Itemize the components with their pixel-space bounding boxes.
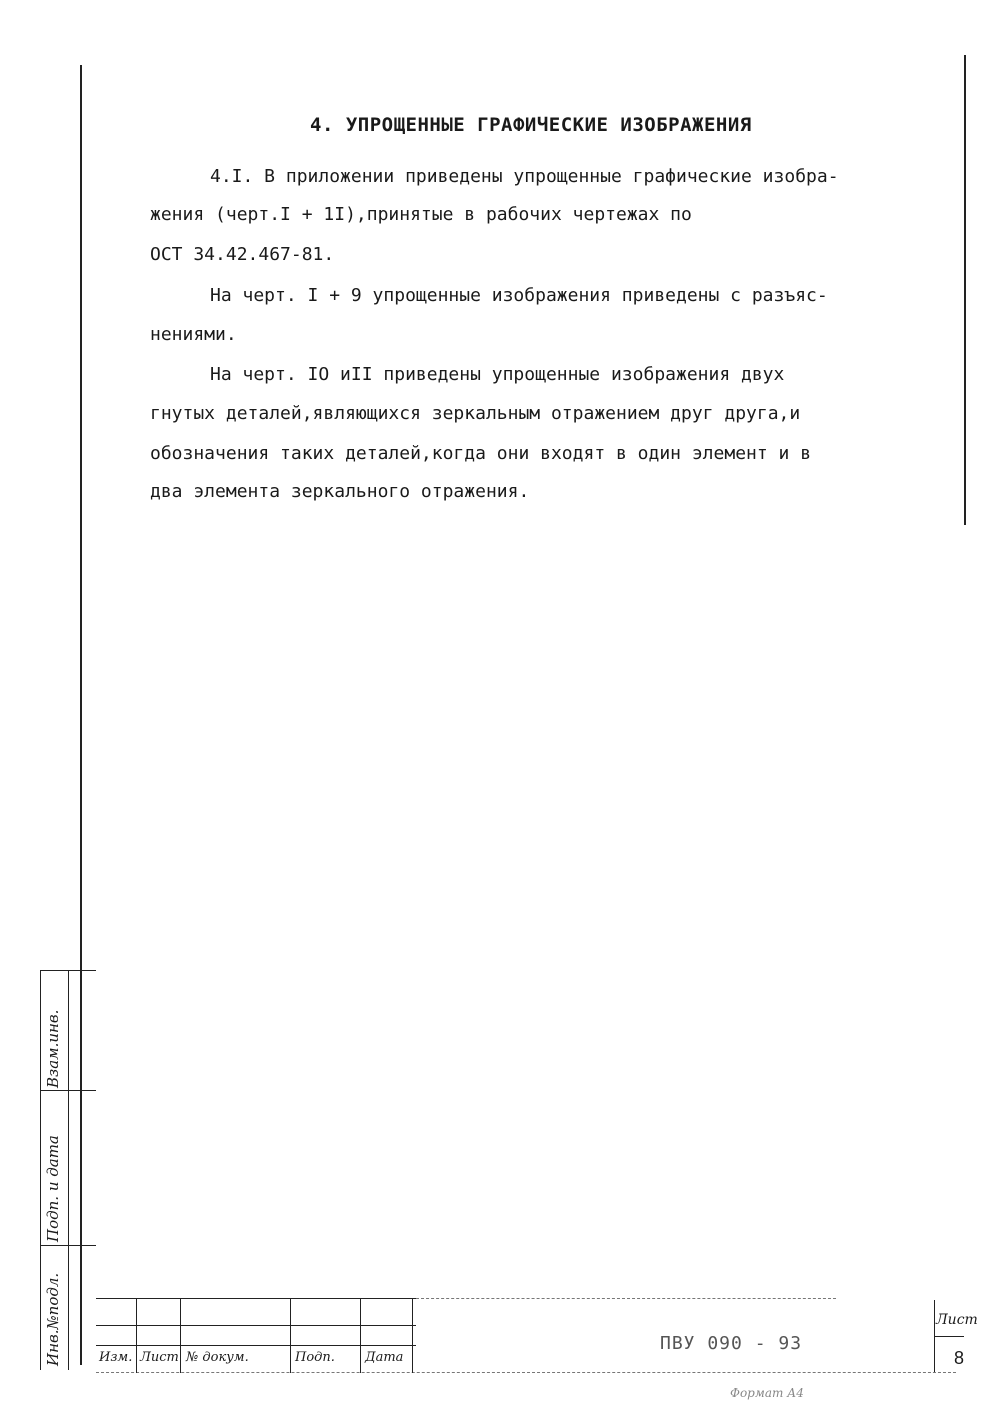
body-line: гнутых деталей,являющихся зеркальным отражением друг друга,и [150, 403, 801, 424]
sheet-number: 8 [954, 1348, 965, 1368]
body-line: На черт. I + 9 упрощенные изображения приведены с разъяс- [210, 285, 828, 306]
title-block-col-line [136, 1298, 137, 1373]
document-code: ПВУ 090 - 93 [660, 1333, 803, 1354]
section-title: 4. УПРОЩЕННЫЕ ГРАФИЧЕСКИЕ ИЗОБРАЖЕНИЯ [310, 114, 752, 136]
title-block-col-line [360, 1298, 361, 1373]
tb-izm: Изм. [99, 1350, 133, 1365]
body-line: два элемента зеркального отражения. [150, 481, 530, 502]
stamp-podp-data: Подп. и дата [44, 1135, 62, 1242]
body-line: ОСТ 34.42.467-81. [150, 244, 335, 265]
tb-data: Дата [365, 1350, 404, 1365]
title-block-top-dashed [416, 1298, 836, 1299]
tb-list: Лист [140, 1350, 179, 1365]
sheet-label: Лист [936, 1312, 978, 1328]
body-line: нениями. [150, 324, 237, 345]
title-block-col-line [290, 1298, 291, 1373]
sheet-cell-divider [934, 1336, 964, 1337]
right-frame-line [964, 55, 966, 525]
tb-n-dokum: № докум. [186, 1350, 249, 1365]
title-block-col-line [412, 1298, 413, 1373]
format-label: Формат А4 [730, 1386, 804, 1400]
title-block-top-line [96, 1298, 416, 1299]
side-stamp-mid-line [68, 970, 69, 1370]
side-stamp-divider [40, 1245, 96, 1246]
title-block-bottom-dashed [96, 1372, 956, 1373]
body-line: На черт. IO иII приведены упрощенные изображения двух [210, 364, 785, 385]
stamp-inv-podl: Инв.№подл. [44, 1272, 62, 1366]
stamp-vzam-inv: Взам.инв. [44, 1009, 62, 1088]
title-block-col-line [180, 1298, 181, 1373]
tb-podp: Подп. [295, 1350, 335, 1365]
side-stamp [40, 970, 96, 1370]
body-line: обозначения таких деталей,когда они входят в один элемент и в [150, 443, 812, 464]
side-stamp-left-line [40, 970, 41, 1370]
title-block-row-line [96, 1345, 416, 1346]
title-block-row-line [96, 1325, 416, 1326]
side-stamp-divider [40, 970, 96, 971]
side-stamp-divider [40, 1090, 96, 1091]
body-line: 4.I. В приложении приведены упрощенные графические изобра- [210, 166, 839, 187]
body-line: жения (черт.I + 1I),принятые в рабочих чертежах по [150, 204, 692, 225]
